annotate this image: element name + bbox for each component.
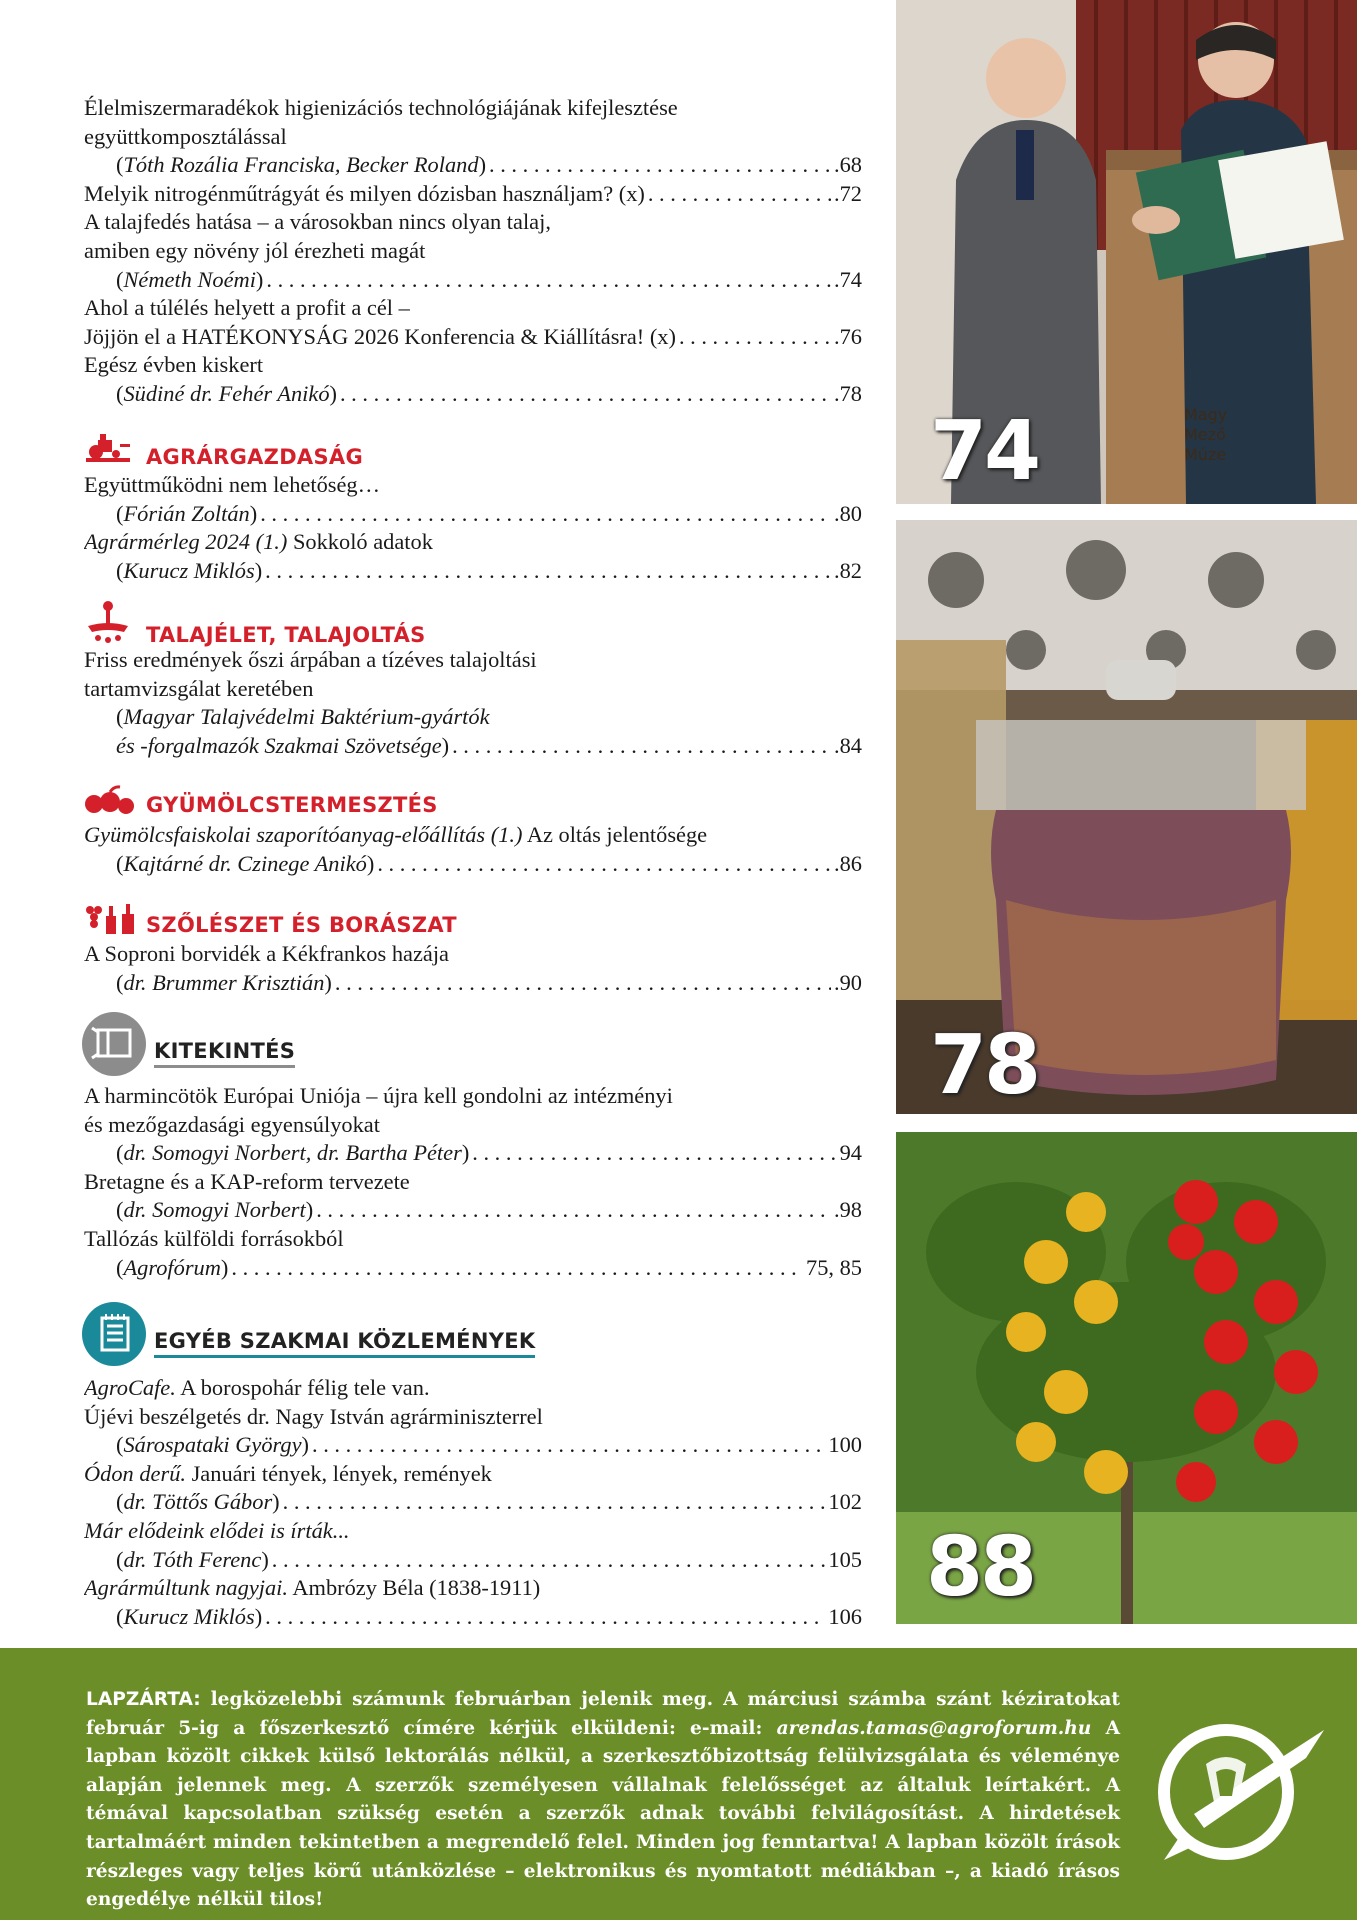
window-icon	[82, 1012, 146, 1076]
footer-lapzarta	[0, 1648, 1357, 1920]
leader-dots	[272, 1546, 826, 1575]
section-title: KITEKINTÉS	[154, 1040, 295, 1068]
toc-entry[interactable]: Gyümölcsfaiskolai szaporítóanyag-előállítás (1.) Az oltás jelentősége (Kajtárné dr. Czinege Anikó) . . . .86	[84, 821, 862, 878]
section-title: AGRÁRGAZDASÁG	[146, 445, 363, 469]
page-number: 94	[839, 1140, 862, 1166]
leader-dots	[312, 1431, 825, 1460]
entry-title: Januári tények, lények, remények	[186, 1460, 492, 1486]
entry-title-cont: együttkomposztálással	[84, 123, 287, 149]
agroforum-logo	[1134, 1710, 1334, 1870]
footer-text-part1: legközelebbi számunk februárban jelenik meg. A márciusi számba szánt kéziratokat február 5-ig a főszerkesztő címére kérjük elküldeni: e-mail:	[86, 1689, 1120, 1739]
entry-title: Friss eredmények őszi árpában a tízéves talajoltási	[84, 647, 537, 672]
section-title: TALAJÉLET, TALAJOLTÁS	[146, 623, 426, 647]
leader-dots	[335, 969, 831, 998]
toc-entry[interactable]: Bretagne és a KAP-reform tervezete (dr. Somogyi Norbert) . . . .98	[84, 1168, 862, 1225]
section-header-egyeb	[82, 1302, 535, 1366]
entry-title-cont: Jöjjön el a HATÉKONYSÁG 2026 Konferencia & Kiállításra! (x)	[84, 323, 676, 349]
photo-page-number: 78	[930, 1018, 1039, 1113]
entry-title: A harmincötök Európai Uniója – újra kell gondolni az intézményi	[84, 1083, 673, 1108]
entry-title: Az oltás jelentősége	[522, 822, 708, 847]
entry-author: Fórián Zoltán	[123, 500, 250, 526]
fruit-icon	[84, 784, 132, 816]
page-number: .72	[834, 180, 862, 206]
svg-text:Mező: Mező	[1184, 425, 1226, 444]
entry-title-italic: Már elődeink elődei is írták...	[84, 1517, 350, 1543]
toc-entry[interactable]: Egész évben kiskert (Südiné dr. Fehér Anikó) . . . .78	[84, 351, 862, 408]
page-number: 102	[828, 1489, 862, 1515]
entry-title: Egész évben kiskert	[84, 352, 264, 378]
entry-author: Kurucz Miklós	[123, 1603, 255, 1629]
entry-title-cont: Újévi beszélgetés dr. Nagy István agrárminiszterrel	[84, 1403, 543, 1429]
page-number: .80	[834, 500, 862, 526]
toc-entry[interactable]: Már elődeink elődei is írták... (dr. Tóth Ferenc) . . . 105	[84, 1517, 862, 1574]
toc-entry[interactable]: Együttműködni nem lehetőség… (Fórián Zoltán) . . . .80	[84, 471, 862, 528]
toc-entry[interactable]: Ódon derű. Januári tények, lények, remények (dr. Töttős Gábor) . . . 102	[84, 1460, 862, 1517]
entry-author: dr. Tóth Ferenc	[123, 1546, 262, 1572]
wine-icon	[84, 902, 132, 936]
page-number: .76	[834, 323, 862, 349]
entry-title: Bretagne és a KAP-reform tervezete	[84, 1168, 410, 1194]
footer-email[interactable]: arendas.tamas@agroforum.hu	[776, 1717, 1092, 1739]
leader-dots	[266, 266, 831, 295]
page-number: .78	[834, 380, 862, 406]
entry-title: A borospohár félig tele van.	[175, 1375, 430, 1400]
notepad-icon	[82, 1302, 146, 1366]
leader-dots	[283, 1488, 826, 1517]
entry-title-cont: amiben egy növény jól érezheti magát	[84, 237, 426, 263]
toc-entry[interactable]	[84, 180, 862, 209]
leader-dots	[265, 557, 831, 586]
page-number: .68	[834, 152, 862, 178]
page-number: .90	[834, 969, 862, 995]
entry-author-cont: és -forgalmazók Szakmai Szövetsége	[116, 732, 442, 758]
section-header-gyumolcs	[84, 784, 438, 816]
toc-entry[interactable]: AgroCafe. A borospohár félig tele van. Újévi beszélgetés dr. Nagy István agrárminiszterrel (Sárospataki György) . . . 100	[84, 1374, 862, 1460]
entry-title-cont: tartamvizsgálat keretében	[84, 675, 314, 701]
page-number: 105	[828, 1546, 862, 1572]
page-number: .86	[834, 850, 862, 876]
section-title: SZŐLÉSZET ÉS BORÁSZAT	[146, 913, 457, 937]
toc-entry[interactable]: Agrármúltunk nagyjai. Ambrózy Béla (1838-1911) (Kurucz Miklós) . . . 106	[84, 1574, 862, 1631]
page-number: .82	[834, 557, 862, 583]
page-number: 106	[828, 1603, 862, 1629]
entry-title-italic: AgroCafe.	[84, 1375, 176, 1400]
leader-dots	[340, 380, 831, 409]
entry-title: Együttműködni nem lehetőség…	[84, 472, 381, 497]
leader-dots	[260, 500, 831, 529]
toc-entry[interactable]: Tallózás külföldi forrásokból (Agrofórum) . . . 75, 85	[84, 1225, 862, 1282]
photo-page-number: 74	[930, 404, 1039, 499]
entry-title: Melyik nitrogénműtrágyát és milyen dózisban használjam? (x)	[84, 180, 645, 206]
svg-text:Múze: Múze	[1184, 445, 1227, 464]
entry-title: Sokkoló adatok	[287, 529, 433, 555]
soil-icon	[84, 600, 132, 646]
photo-apple-tree	[896, 1132, 1357, 1624]
section-header-talaj	[84, 600, 426, 646]
entry-author: dr. Töttős Gábor	[123, 1489, 273, 1515]
section-title: EGYÉB SZAKMAI KÖZLEMÉNYEK	[154, 1330, 535, 1358]
entry-author: Magyar Talajvédelmi Baktérium-gyártók	[123, 704, 490, 730]
leader-dots	[648, 180, 831, 209]
page-number: 75, 85	[806, 1254, 862, 1280]
entry-author: dr. Somogyi Norbert	[123, 1197, 306, 1223]
entry-title: Ahol a túlélés helyett a profit a cél –	[84, 295, 410, 321]
entry-author: Németh Noémi	[123, 266, 256, 292]
leader-dots	[489, 151, 831, 180]
entry-author: Südiné dr. Fehér Anikó	[123, 380, 330, 406]
section-title: GYÜMÖLCSTERMESZTÉS	[146, 793, 438, 817]
entry-author: dr. Somogyi Norbert, dr. Bartha Péter	[123, 1140, 462, 1166]
page-number: .84	[834, 732, 862, 758]
toc-entry[interactable]: A harmincötök Európai Uniója – újra kell gondolni az intézményi és mezőgazdasági egyensúlyokat (dr. Somogyi Norbert, dr. Bartha Péter) . . . 94	[84, 1082, 862, 1168]
toc-entry[interactable]: A Soproni borvidék a Kékfrankos hazája (dr. Brummer Krisztián) . . . .90	[84, 940, 862, 997]
tractor-icon	[84, 428, 132, 468]
leader-dots	[472, 1139, 836, 1168]
toc-entry[interactable]: A talajfedés hatása – a városokban nincs olyan talaj, amiben egy növény jól érezheti magát (Németh Noémi) . . . .74	[84, 208, 862, 294]
leader-dots	[377, 850, 831, 879]
entry-title: A Soproni borvidék a Kékfrankos hazája	[84, 941, 449, 966]
entry-title-italic: Agrármérleg 2024 (1.)	[84, 529, 288, 555]
toc-entry[interactable]: Friss eredmények őszi árpában a tízéves talajoltási tartamvizsgálat keretében (Magyar Talajvédelmi Baktérium-gyártók és -forgalmazók Szakmai Szövetsége) . . . .84	[84, 646, 862, 760]
page-number: .74	[834, 266, 862, 292]
photo-ceremony	[896, 0, 1357, 504]
entry-title-italic: Gyümölcsfaiskolai szaporítóanyag-előállítás (1.)	[84, 822, 523, 847]
entry-title: Ambrózy Béla (1838-1911)	[288, 1575, 541, 1601]
leader-dots	[265, 1603, 825, 1632]
leader-dots	[679, 323, 831, 352]
entry-author: Kajtárné dr. Czinege Anikó	[123, 850, 367, 876]
entry-author: Tóth Rozália Franciska, Becker Roland	[123, 152, 479, 178]
entry-title: Élelmiszermaradékok higienizációs technológiájának kifejlesztése	[84, 95, 678, 120]
entry-author: dr. Brummer Krisztián	[123, 969, 325, 995]
entry-title-italic: Ódon derű.	[84, 1460, 186, 1486]
section-header-szolo	[84, 902, 457, 936]
toc-entry[interactable]: Agrármérleg 2024 (1.) Sokkoló adatok (Kurucz Miklós) . . . .82	[84, 528, 862, 585]
photo-page-number: 88	[926, 1520, 1035, 1615]
page-number: .98	[834, 1197, 862, 1223]
section-header-kitekintes	[82, 1012, 295, 1076]
entry-author: Kurucz Miklós	[123, 557, 255, 583]
entry-title-cont: és mezőgazdasági egyensúlyokat	[84, 1111, 380, 1137]
footer-text-part2: A lapban közölt cikkek külső lektorálás nélkül, a szerkesztőbizottság felülvizsgálata és véleménye alapján jelennek meg. A szerzők személyesen vállalnak felelősséget az általuk leírtakért. A témával kapcsolatban szükség esetén a szerzők adnak további felvilágosítást. A hirdetések tartalmáért minden tekintetben a megrendelő felel. Minden jog fenntartva! A lapban közölt írások részleges vagy teljes körű utánközlése – elektronikus és nyomtatott médiákban –, a kiadó írásos engedélye nélkül tilos!	[86, 1717, 1121, 1911]
footer-label: LAPZÁRTA:	[86, 1689, 201, 1710]
sign-text: Magy	[1184, 405, 1228, 424]
footer-text	[86, 1686, 1120, 1915]
leader-dots	[231, 1254, 803, 1283]
leader-dots	[316, 1196, 831, 1225]
entry-author: Sárospataki György	[123, 1432, 302, 1458]
section-header-agrar	[84, 428, 363, 468]
entry-author: Agrofórum	[123, 1254, 221, 1280]
entry-title: A talajfedés hatása – a városokban nincs olyan talaj,	[84, 209, 551, 235]
page-number: 100	[828, 1432, 862, 1458]
entry-title: Tallózás külföldi forrásokból	[84, 1225, 344, 1251]
photo-jars	[896, 520, 1357, 1114]
leader-dots	[452, 732, 831, 761]
toc-entry[interactable]	[84, 294, 862, 351]
entry-title-italic: Agrármúltunk nagyjai.	[84, 1575, 288, 1601]
toc-entry[interactable]: Élelmiszermaradékok higienizációs technológiájának kifejlesztése együttkomposztálással (Tóth Rozália Franciska, Becker Roland) . . . .68	[84, 94, 862, 180]
table-of-contents	[84, 94, 862, 409]
